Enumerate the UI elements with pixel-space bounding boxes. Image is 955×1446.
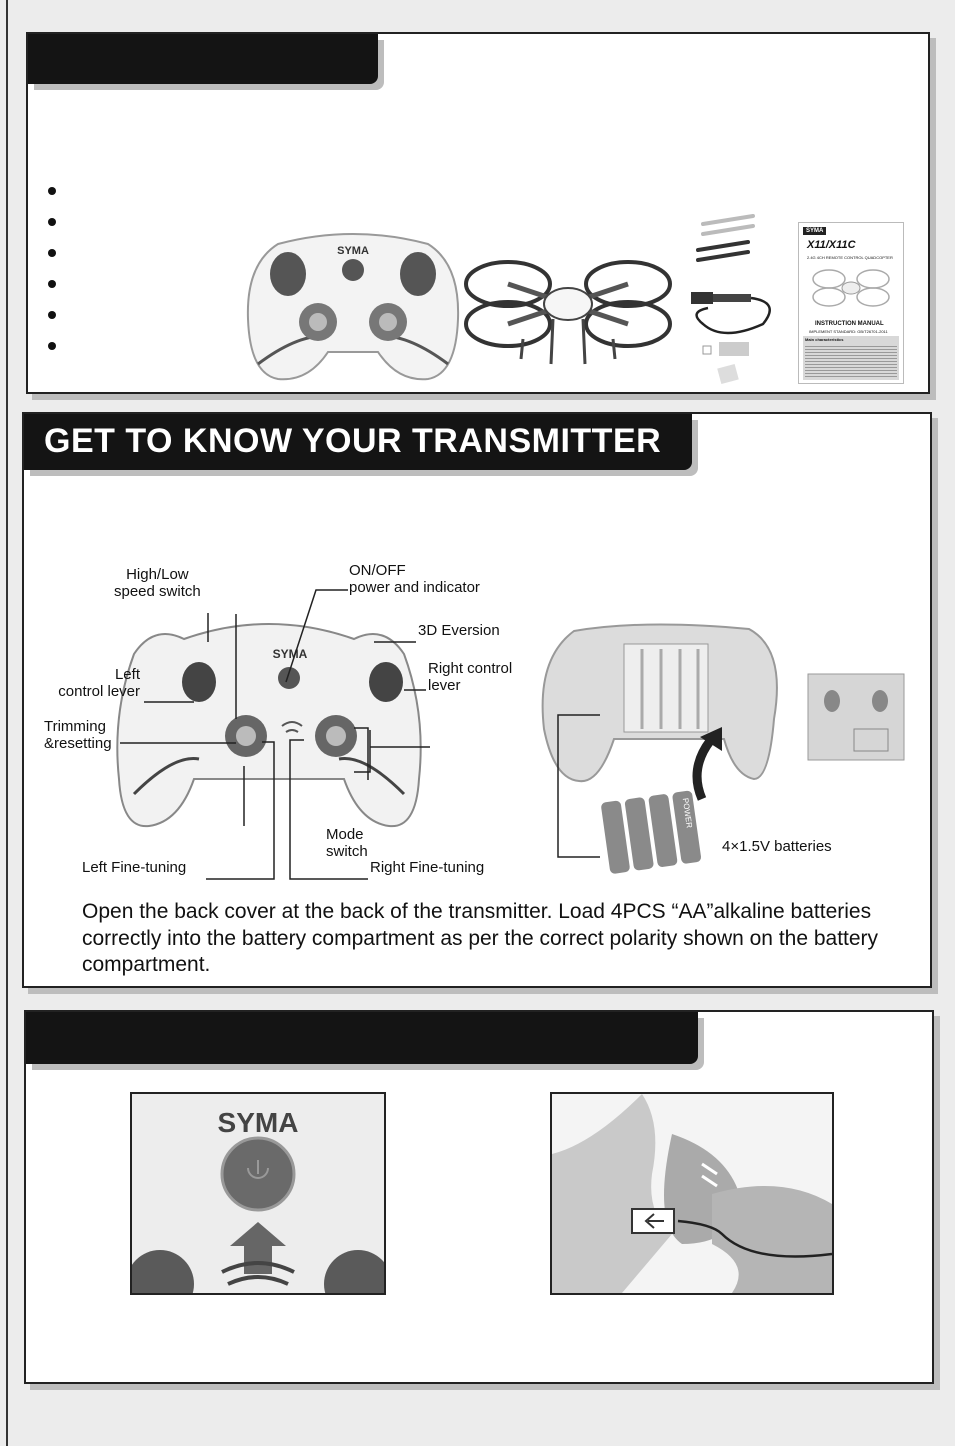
bullet xyxy=(48,187,56,195)
manual-subtitle: 2.4G 4CH REMOTE CONTROL QUADCOPTER xyxy=(807,255,893,260)
bullet xyxy=(48,342,56,350)
label-right-fine-tuning: Right Fine-tuning xyxy=(370,859,485,876)
bullet xyxy=(48,280,56,288)
connector-illustration xyxy=(552,1094,832,1293)
controller-brand: SYMA xyxy=(272,647,308,661)
transmitter-panel xyxy=(22,412,932,988)
accessories-image xyxy=(683,212,783,392)
label-batteries: 4×1.5V batteries xyxy=(722,838,832,855)
manual-brand: SYMA xyxy=(803,227,826,235)
manual-characteristics: Main characteristics xyxy=(805,337,844,342)
label-on-off-power: ON/OFF power and indicator xyxy=(349,562,480,596)
manual-text-block xyxy=(803,336,899,380)
battery-connector-photo xyxy=(550,1092,834,1295)
battery-instructions: Open the back cover at the back of the transmitter. Load 4PCS “AA”alkaline batteries correctly into the battery compartment as per the correct polarity shown on the battery compartment. xyxy=(82,900,879,976)
label-high-low-speed: High/Low speed switch xyxy=(114,566,201,600)
bullet xyxy=(48,218,56,226)
battery-brand: POWER xyxy=(680,797,694,829)
power-button-photo xyxy=(130,1092,386,1295)
instruction-manual-image xyxy=(798,222,904,384)
label-mode-switch: Mode switch xyxy=(326,826,368,860)
manual-standard: IMPLEMENT STANDARD: GB/T26701-2011 xyxy=(809,329,888,334)
section-title: GET TO KNOW YOUR TRANSMITTER xyxy=(44,422,662,460)
manual-text-lines xyxy=(805,344,897,378)
bullet xyxy=(48,249,56,257)
label-trimming-resetting: Trimming &resetting xyxy=(44,718,112,752)
label-3d-eversion: 3D Eversion xyxy=(418,622,500,639)
battery-compartment-diagram xyxy=(524,619,914,889)
manual-model: X11/X11C xyxy=(807,239,856,251)
manual-heading: INSTRUCTION MANUAL xyxy=(815,321,884,327)
photo-brand: SYMA xyxy=(217,1107,299,1138)
transmitter-brand: SYMA xyxy=(337,245,369,257)
label-right-control-lever: Right control lever xyxy=(428,660,513,694)
package-contents-panel xyxy=(26,32,930,394)
manual-drone-illustration xyxy=(809,263,893,313)
power-button-illustration xyxy=(132,1094,384,1293)
section-header-tab xyxy=(28,34,378,84)
power-panel xyxy=(24,1010,934,1384)
label-left-fine-tuning: Left Fine-tuning xyxy=(82,859,187,876)
section-header-tab xyxy=(26,1012,698,1064)
section-header-tab xyxy=(24,414,692,470)
bullet xyxy=(48,311,56,319)
transmitter-image xyxy=(238,224,468,386)
label-left-control-lever: Left control lever xyxy=(58,666,140,700)
quadcopter-image xyxy=(463,244,673,374)
page-edge-line xyxy=(6,0,8,1446)
